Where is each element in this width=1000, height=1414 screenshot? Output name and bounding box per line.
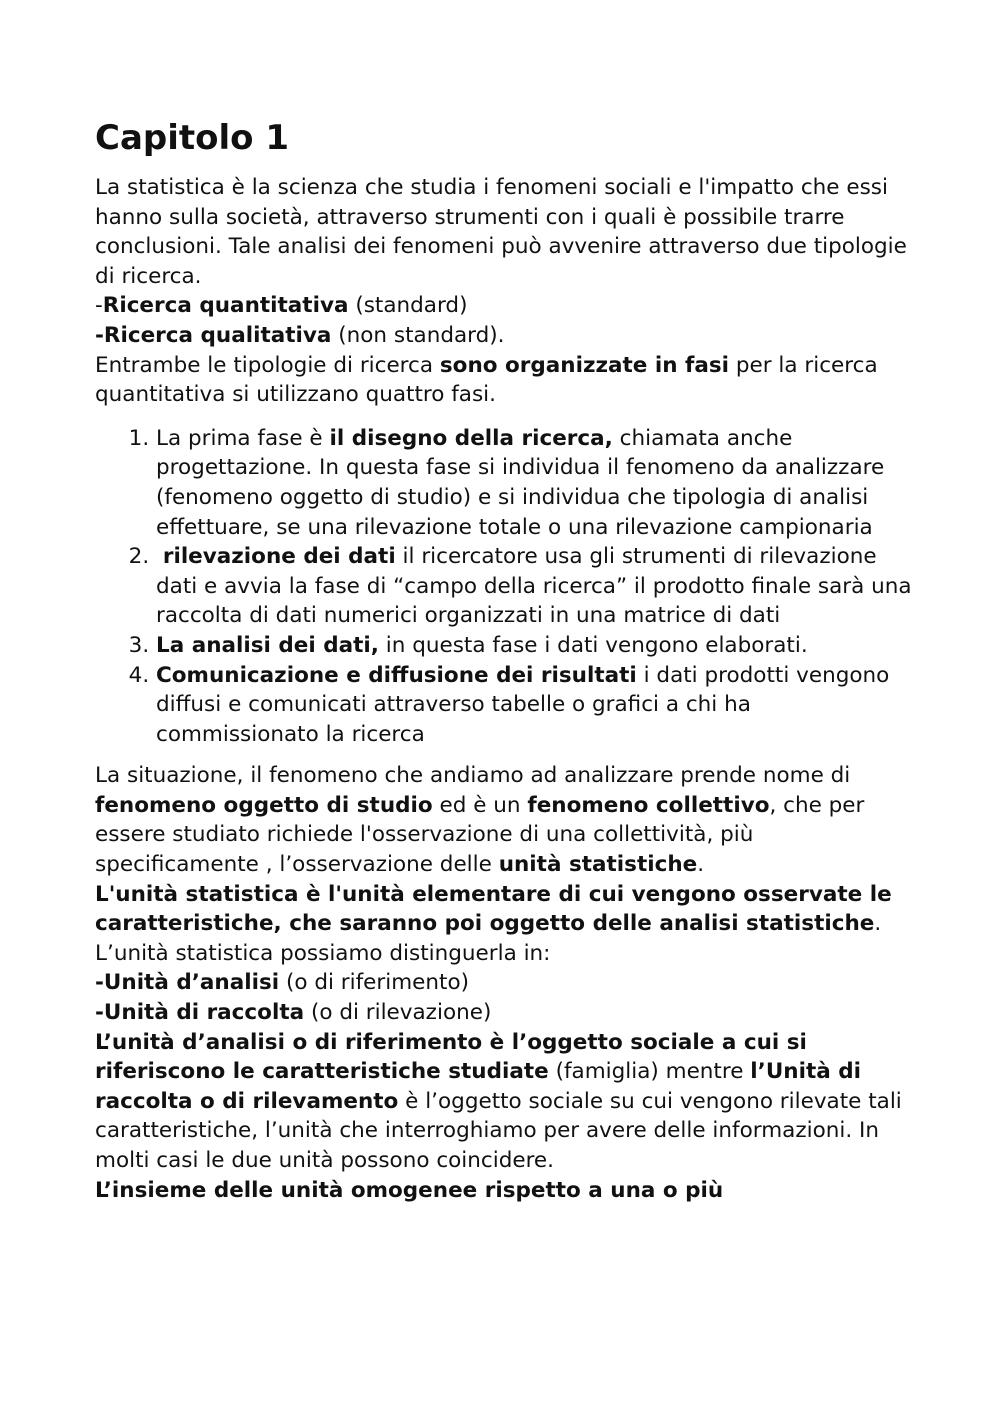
phenomenon-term-collective: fenomeno collettivo <box>527 792 770 818</box>
phenomenon-term-units: unità statistiche <box>498 852 698 878</box>
phase-1-title: il disegno della ricerca, <box>329 425 613 451</box>
quantitative-research-note: (standard) <box>348 293 468 319</box>
collection-unit-term: -Unità di raccolta <box>95 1000 305 1026</box>
units-explanation-text-c: è l’oggetto sociale su cui vengono rilevate tali caratteristiche, l’unità che interroghiamo per avere delle informazioni. In molti casi le due unità possono coincidere. <box>95 1088 902 1173</box>
phase-2-text: il ricercatore usa gli strumenti di rilevazione dati e avvia la fase di “campo della ricerca” il prodotto finale sarà una raccolta di dati numerici organizzati in una matrice di dati <box>156 544 912 629</box>
phases-intro-text-a: Entrambe le tipologie di ricerca <box>95 352 440 378</box>
last-line <box>95 1176 915 1206</box>
statistical-unit-definition <box>95 880 915 939</box>
phases-intro-text-b: per la ricerca quantitativa si utilizzano quattro fasi. <box>95 352 878 408</box>
phase-item-4 <box>156 661 915 750</box>
intro-paragraph <box>95 173 915 291</box>
analysis-unit-term: -Unità d’analisi <box>95 970 280 996</box>
qualitative-research-note: (non standard). <box>331 322 505 348</box>
phase-1-pre: La prima fase è <box>156 425 330 451</box>
last-line-bold: L’insieme delle unità omogenee rispetto a una o più <box>95 1177 724 1203</box>
phase-4-text: i dati prodotti vengono diffusi e comunicati attraverso tabelle o grafici a chi ha commissionato la ricerca <box>156 662 890 747</box>
phenomenon-paragraph <box>95 761 915 879</box>
phase-item-2 <box>156 542 915 631</box>
distinction-line: L’unità statistica possiamo distinguerla in: <box>95 940 551 966</box>
phases-list <box>95 424 915 750</box>
phenomenon-text-e: . <box>697 852 705 878</box>
chapter-title: Capitolo 1 <box>95 118 290 158</box>
qualitative-research-term: -Ricerca qualitativa <box>95 322 332 348</box>
phenomenon-text-a: La situazione, il fenomeno che andiamo ad analizzare prende nome di <box>95 763 851 789</box>
document-page <box>95 114 915 1205</box>
phenomenon-text-d: , che per essere studiato richiede l'osservazione di una collettività, più specificamente , l’osservazione delle <box>95 792 865 878</box>
collection-unit-line <box>95 998 915 1028</box>
quantitative-research-term: Ricerca quantitativa <box>102 293 349 319</box>
phase-3-title: La analisi dei dati, <box>156 632 379 658</box>
definition-bold: L'unità statistica è l'unità elementare di cui vengono osservate le caratteristiche, che saranno poi oggetto delle analisi statistiche <box>95 881 892 937</box>
units-explanation-bold-2: l’Unità di raccolta o di rilevamento <box>95 1059 861 1114</box>
phenomenon-text-c: ed è un <box>432 792 528 818</box>
definition-end: . <box>874 911 882 937</box>
phase-4-title: Comunicazione e diffusione dei risultati <box>156 662 637 688</box>
phases-intro-bold: sono organizzate in fasi <box>439 352 730 378</box>
phase-item-1 <box>156 424 915 542</box>
dash-prefix: - <box>95 293 103 319</box>
quantitative-research-line <box>95 291 915 321</box>
phases-intro-paragraph <box>95 351 915 410</box>
phase-3-text: in questa fase i dati vengono elaborati. <box>378 632 808 658</box>
phase-2-pre <box>156 544 163 569</box>
units-explanation-text-a: (famiglia) mentre <box>548 1059 751 1085</box>
phenomenon-term-object: fenomeno oggetto di studio <box>95 792 433 818</box>
phase-1-text: chiamata anche progettazione. In questa fase si individua il fenomeno da analizzare (fenomeno oggetto di studio) e si individua che tipologia di analisi effettuare, se una rilevazione totale o una rilevazione campionaria <box>156 425 885 540</box>
analysis-unit-line <box>95 968 915 998</box>
units-explanation-bold-1: L’unità d’analisi o di riferimento è l’oggetto sociale a cui si riferiscono le caratteristiche studiate <box>95 1029 807 1085</box>
qualitative-research-line <box>95 321 915 351</box>
intro-text: La statistica è la scienza che studia i fenomeni sociali e l'impatto che essi hanno sulla società, attraverso strumenti con i quali è possibile trarre conclusioni. Tale analisi dei fenomeni può avvenire attraverso due tipologie di ricerca. <box>95 175 907 289</box>
phase-2-title: rilevazione dei dati <box>162 544 396 570</box>
units-explanation-paragraph <box>95 1028 915 1176</box>
analysis-unit-note: (o di riferimento) <box>279 970 469 996</box>
collection-unit-note: (o di rilevazione) <box>304 1000 492 1026</box>
phase-item-3 <box>156 631 915 661</box>
